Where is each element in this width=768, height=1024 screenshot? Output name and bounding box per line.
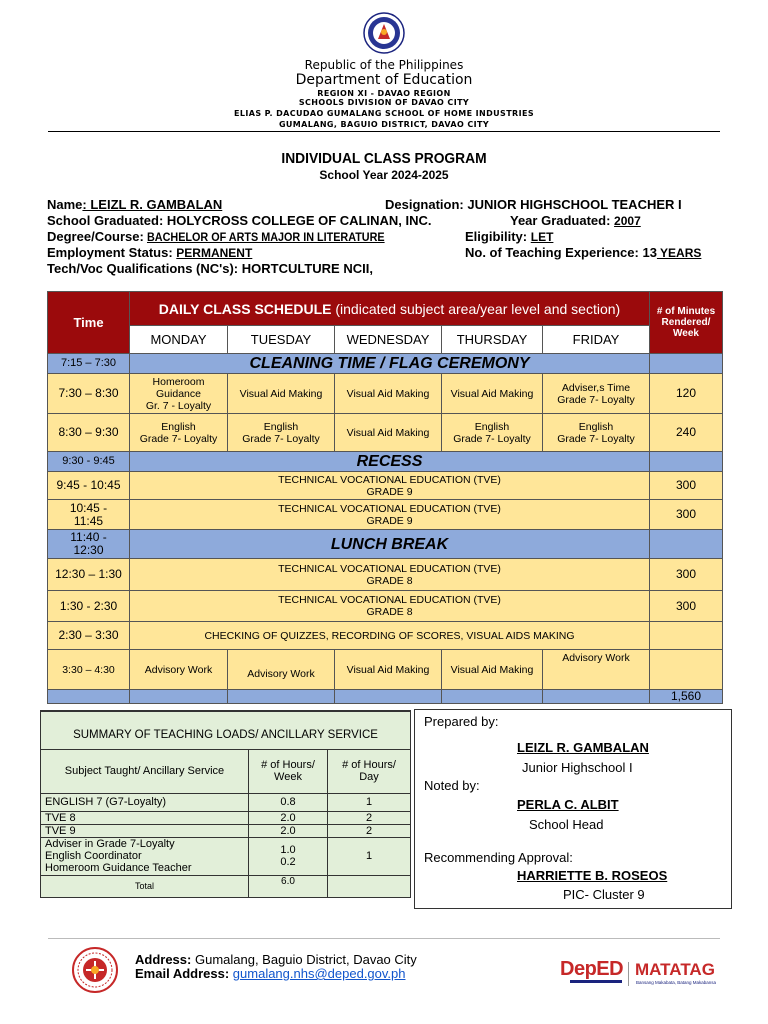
prepared-name: LEIZL R. GAMBALAN bbox=[517, 740, 649, 755]
cleaning-time-label: CLEANING TIME / FLAG CEREMONY bbox=[130, 354, 650, 374]
techvoc-qualifications: Tech/Voc Qualifications (NC's): HORTCULTURE NCII, bbox=[47, 261, 373, 276]
hours-week-cell: 2.0 bbox=[249, 824, 328, 837]
total-minutes: 1,560 bbox=[650, 690, 723, 704]
schedule-cell: English Grade 7- Loyalty bbox=[543, 414, 650, 452]
schedule-cell: CHECKING OF QUIZZES, RECORDING OF SCORES, VISUAL AIDS MAKING bbox=[130, 622, 650, 650]
total-label: Total bbox=[41, 875, 249, 897]
total-row-cell bbox=[228, 690, 335, 704]
schedule-cell: TECHNICAL VOCATIONAL EDUCATION (TVE) GRADE 8 bbox=[130, 559, 650, 591]
table-row bbox=[41, 793, 411, 811]
schedule-cell: Advisory Work bbox=[130, 650, 228, 690]
total-row-cell bbox=[442, 690, 543, 704]
header-department: Department of Education bbox=[295, 72, 473, 88]
teaching-load-summary-table bbox=[40, 710, 411, 898]
schedule-cell: Adviser,s Time Grade 7- Loyalty bbox=[543, 374, 650, 414]
table-row bbox=[48, 650, 723, 690]
time-header: Time bbox=[48, 292, 130, 354]
recommending-title: PIC- Cluster 9 bbox=[563, 887, 645, 902]
subject-cell: ENGLISH 7 (G7-Loyalty) bbox=[41, 793, 249, 811]
time-cell: 10:45 - 11:45 bbox=[48, 500, 130, 530]
table-row bbox=[48, 622, 723, 650]
total-hours-week: 6.0 bbox=[249, 875, 328, 897]
schedule-cell: TECHNICAL VOCATIONAL EDUCATION (TVE) GRADE 8 bbox=[130, 591, 650, 622]
table-row bbox=[41, 875, 411, 897]
footer-email: Email Address: gumalang.nhs@deped.gov.ph bbox=[135, 966, 406, 981]
schedule-cell: TECHNICAL VOCATIONAL EDUCATION (TVE) GRADE 9 bbox=[130, 500, 650, 530]
minutes-cell: 300 bbox=[650, 472, 723, 500]
total-row-cell bbox=[335, 690, 442, 704]
time-cell: 7:30 – 8:30 bbox=[48, 374, 130, 414]
table-row bbox=[41, 811, 411, 824]
table-row bbox=[48, 591, 723, 622]
hours-day-cell: 2 bbox=[328, 811, 411, 824]
logo-divider bbox=[628, 962, 629, 986]
matatag-tagline: Bansang Makabata, Batang Makabansa bbox=[636, 980, 717, 985]
header-location: GUMALANG, BAGUIO DISTRICT, DAVAO CITY bbox=[278, 120, 490, 129]
minutes-header: # of Minutes Rendered/ Week bbox=[650, 292, 723, 354]
schedule-cell: TECHNICAL VOCATIONAL EDUCATION (TVE) GRADE 9 bbox=[130, 472, 650, 500]
hours-day-cell: 2 bbox=[328, 824, 411, 837]
prepared-label: Prepared by: bbox=[424, 714, 499, 729]
school-graduated: School Graduated: HOLYCROSS COLLEGE OF CALINAN, INC. bbox=[47, 213, 432, 228]
teaching-experience: No. of Teaching Experience: 13 YEARS bbox=[465, 245, 702, 260]
lunch-break-label: LUNCH BREAK bbox=[130, 530, 650, 559]
time-cell: 9:45 - 10:45 bbox=[48, 472, 130, 500]
table-row bbox=[48, 690, 723, 704]
schedule-cell: Visual Aid Making bbox=[228, 374, 335, 414]
table-row bbox=[48, 500, 723, 530]
table-row bbox=[48, 452, 723, 472]
schedule-cell: Visual Aid Making bbox=[335, 650, 442, 690]
schedule-cell: Visual Aid Making bbox=[442, 374, 543, 414]
schedule-cell: English Grade 7- Loyalty bbox=[442, 414, 543, 452]
total-hours-day bbox=[328, 875, 411, 897]
table-row bbox=[48, 354, 723, 374]
hours-week-cell: 1.0 0.2 bbox=[249, 837, 328, 875]
time-cell: 3:30 – 4:30 bbox=[48, 650, 130, 690]
day-wednesday: WEDNESDAY bbox=[335, 326, 442, 354]
total-row-cell bbox=[48, 690, 130, 704]
header-division: SCHOOLS DIVISION OF DAVAO CITY bbox=[298, 98, 470, 107]
table-row bbox=[48, 559, 723, 591]
day-monday: MONDAY bbox=[130, 326, 228, 354]
email-link[interactable]: gumalang.nhs@deped.gov.ph bbox=[232, 966, 406, 981]
header-divider bbox=[48, 131, 720, 132]
deped-seal-icon bbox=[363, 12, 405, 54]
total-row-cell bbox=[543, 690, 650, 704]
page-title: INDIVIDUAL CLASS PROGRAM bbox=[281, 150, 487, 167]
time-cell: 8:30 – 9:30 bbox=[48, 414, 130, 452]
time-cell: 12:30 – 1:30 bbox=[48, 559, 130, 591]
school-year: School Year 2024-2025 bbox=[319, 168, 449, 182]
signatures-box bbox=[414, 709, 732, 909]
subject-cell: TVE 9 bbox=[41, 824, 249, 837]
teacher-name: Name: LEIZL R. GAMBALAN bbox=[47, 197, 223, 212]
summary-title: SUMMARY OF TEACHING LOADS/ ANCILLARY SERVICE bbox=[41, 711, 411, 749]
total-row-cell bbox=[130, 690, 228, 704]
matatag-logo: MATATAG bbox=[635, 960, 715, 979]
schedule-cell: Homeroom Guidance Gr. 7 - Loyalty bbox=[130, 374, 228, 414]
minutes-cell bbox=[650, 530, 723, 559]
hours-day-cell: 1 bbox=[328, 837, 411, 875]
col-subject-header: Subject Taught/ Ancillary Service bbox=[41, 749, 249, 793]
time-cell: 9:30 - 9:45 bbox=[48, 452, 130, 472]
recess-label: RECESS bbox=[130, 452, 650, 472]
minutes-cell: 120 bbox=[650, 374, 723, 414]
recommending-label: Recommending Approval: bbox=[424, 850, 573, 865]
noted-title: School Head bbox=[529, 817, 604, 832]
designation: Designation: JUNIOR HIGHSCHOOL TEACHER I bbox=[385, 197, 682, 212]
col-hours-day-header: # of Hours/ Day bbox=[328, 749, 411, 793]
subject-cell: Adviser in Grade 7-Loyalty English Coordinator Homeroom Guidance Teacher bbox=[41, 837, 249, 875]
deped-logo: DepED bbox=[560, 958, 624, 980]
schedule-cell: English Grade 7- Loyalty bbox=[130, 414, 228, 452]
minutes-cell bbox=[650, 452, 723, 472]
table-row bbox=[41, 837, 411, 875]
footer-address: Address: Gumalang, Baguio District, Davao City bbox=[135, 952, 417, 967]
schedule-cell: Visual Aid Making bbox=[335, 374, 442, 414]
time-cell: 1:30 - 2:30 bbox=[48, 591, 130, 622]
time-cell: 11:40 - 12:30 bbox=[48, 530, 130, 559]
recommending-name: HARRIETTE B. ROSEOS bbox=[517, 868, 668, 883]
schedule-cell: English Grade 7- Loyalty bbox=[228, 414, 335, 452]
minutes-cell bbox=[650, 622, 723, 650]
table-row bbox=[48, 374, 723, 414]
school-logo-icon bbox=[72, 947, 118, 993]
schedule-cell: Advisory Work bbox=[228, 650, 335, 690]
year-graduated: Year Graduated: 2007 bbox=[510, 213, 641, 228]
minutes-cell: 300 bbox=[650, 500, 723, 530]
table-row bbox=[48, 414, 723, 452]
header-republic: Republic of the Philippines bbox=[304, 58, 464, 72]
minutes-cell: 300 bbox=[650, 591, 723, 622]
minutes-cell: 300 bbox=[650, 559, 723, 591]
daily-schedule-table bbox=[47, 291, 723, 704]
deped-logo-underline bbox=[570, 980, 622, 983]
daily-schedule-header: DAILY CLASS SCHEDULE (indicated subject area/year level and section) bbox=[130, 292, 650, 326]
prepared-title: Junior Highschool I bbox=[522, 760, 633, 775]
minutes-cell: 240 bbox=[650, 414, 723, 452]
header-region: REGION XI - DAVAO REGION bbox=[317, 89, 451, 98]
day-tuesday: TUESDAY bbox=[228, 326, 335, 354]
eligibility: Eligibility: LET bbox=[465, 229, 554, 244]
hours-week-cell: 0.8 bbox=[249, 793, 328, 811]
subject-cell: TVE 8 bbox=[41, 811, 249, 824]
schedule-cell: Advisory Work bbox=[543, 650, 650, 690]
schedule-cell: Visual Aid Making bbox=[442, 650, 543, 690]
minutes-cell bbox=[650, 650, 723, 690]
degree-course: Degree/Course: BACHELOR OF ARTS MAJOR IN LITERATURE bbox=[47, 229, 386, 244]
employment-status: Employment Status: PERMANENT bbox=[47, 245, 253, 260]
col-hours-week-header: # of Hours/ Week bbox=[249, 749, 328, 793]
header-school: ELIAS P. DACUDAO GUMALANG SCHOOL OF HOME INDUSTRIES bbox=[233, 109, 535, 118]
day-friday: FRIDAY bbox=[543, 326, 650, 354]
time-cell: 7:15 – 7:30 bbox=[48, 354, 130, 374]
footer-divider bbox=[48, 938, 720, 939]
hours-week-cell: 2.0 bbox=[249, 811, 328, 824]
day-thursday: THURSDAY bbox=[442, 326, 543, 354]
noted-label: Noted by: bbox=[424, 778, 480, 793]
noted-name: PERLA C. ALBIT bbox=[517, 797, 619, 812]
table-row bbox=[41, 824, 411, 837]
time-cell: 2:30 – 3:30 bbox=[48, 622, 130, 650]
table-row bbox=[48, 472, 723, 500]
schedule-cell: Visual Aid Making bbox=[335, 414, 442, 452]
hours-day-cell: 1 bbox=[328, 793, 411, 811]
table-row bbox=[48, 530, 723, 559]
minutes-cell bbox=[650, 354, 723, 374]
